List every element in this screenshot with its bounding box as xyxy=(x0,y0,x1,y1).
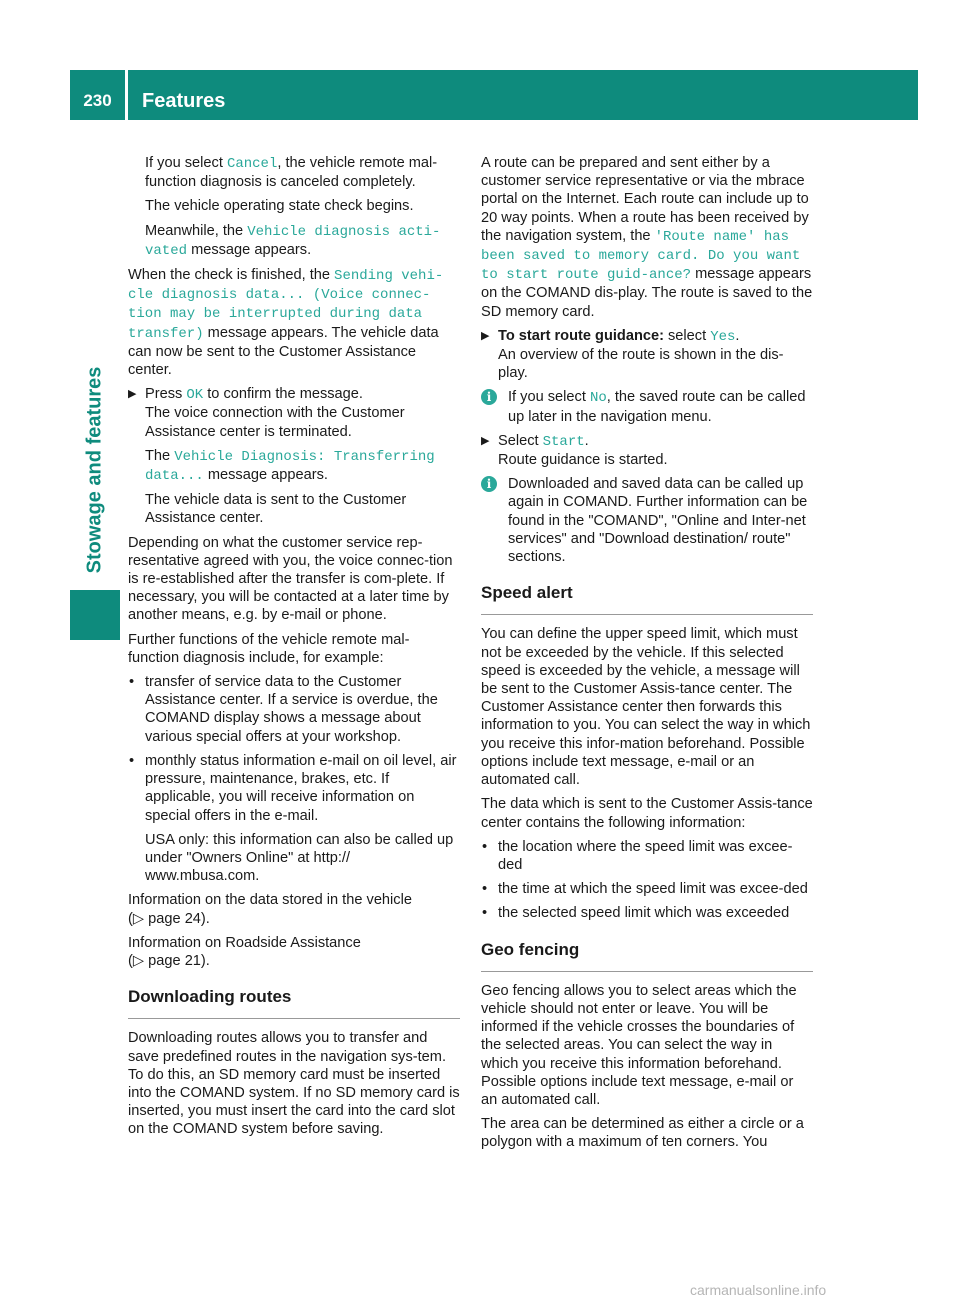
section-tab-marker xyxy=(70,590,120,640)
right-column xyxy=(481,154,813,1158)
bullet-icon: • xyxy=(482,881,488,898)
paragraph: You can define the upper speed limit, which must not be exceeded by the vehicle. If this selected speed is exceeded by the vehicle, a message will be sent to the Customer Assis-tance center. The Customer Assistance center then forwards this information to you. You can select the way in which you receive this infor-mation beforehand. Possible options include text message, e-mail or an automated call. xyxy=(481,626,811,789)
page-ref-arrow-icon: ▷ xyxy=(132,952,145,969)
paragraph: USA only: this information can also be called up under "Owners Online" at http:// www.mbusa.com. xyxy=(145,831,454,885)
list-item: • transfer of service data to the Customer Assistance center. If a service is overdue, the COMAND display shows a message about various special offers at your workshop. xyxy=(129,674,438,745)
step-arrow-icon: ▶ xyxy=(128,388,137,401)
paragraph: Geo fencing allows you to select areas which the vehicle should not enter or leave. You will be informed if the vehicle crosses the boundaries of the selected areas. You can select the way in which you receive this information beforehand. Possible options include text message, e-mail or an automated call. xyxy=(481,982,797,1108)
header-divider xyxy=(125,70,128,120)
info-note: i Downloaded and saved data can be called up again in COMAND. Further information can be found in the "COMAND", "Online and Inter-net services" and "Download destination/ route" sections. xyxy=(481,475,813,566)
watermark: carmanualsonline.info xyxy=(690,1282,827,1298)
list-item: • the time at which the speed limit was excee-ded xyxy=(482,881,808,898)
list-item: • the selected speed limit which was exceeded xyxy=(482,905,790,922)
page-number: 230 xyxy=(83,91,112,110)
info-icon: i xyxy=(481,389,497,405)
step-arrow-icon: ▶ xyxy=(481,329,490,342)
display-message: Cancel xyxy=(226,156,278,172)
display-message: Vehicle diagnosis acti-vated xyxy=(145,223,441,259)
paragraph: If you select Cancel, the vehicle remote mal-function diagnosis is canceled completely. xyxy=(145,155,438,191)
page-reference: page 24). xyxy=(148,910,210,927)
display-message: No xyxy=(589,390,607,407)
page-reference: page 21). xyxy=(148,952,210,969)
paragraph: Information on the data stored in the vehicle (▷ page 24). xyxy=(128,892,412,927)
bullet-icon: • xyxy=(129,674,135,691)
display-message: Start xyxy=(542,433,585,450)
paragraph: Downloading routes allows you to transfer and save predefined routes in the navigation sys-tem. To do this, an SD memory card must be inserted into the COMAND system. If no SD memory card is inserted, you must insert the card into the card slot on the COMAND system before saving. xyxy=(128,1030,460,1138)
bullet-icon: • xyxy=(482,838,488,855)
section-heading: Speed alert xyxy=(481,584,813,615)
instruction-step: ▶ Select Start. Route guidance is started. xyxy=(481,432,668,469)
paragraph: The area can be determined as either a circle or a polygon with a maximum of ten corners. You xyxy=(481,1116,804,1151)
paragraph: Depending on what the customer service rep-resentative agreed with you, the voice connec-tion is re-established after the transfer is com-plete. If necessary, you will be contacted at a later time by another means, e.g. by e-mail or phone. xyxy=(128,534,453,624)
info-icon: i xyxy=(481,476,497,492)
step-arrow-icon: ▶ xyxy=(481,434,490,447)
left-column xyxy=(128,154,460,1145)
instruction-step: ▶ Press OK to confirm the message. The voice connection with the Customer Assistance center is terminated. xyxy=(128,386,405,440)
display-message: OK xyxy=(186,387,204,404)
paragraph: The vehicle data is sent to the Customer Assistance center. xyxy=(145,492,407,527)
paragraph: Meanwhile, the Vehicle diagnosis acti-vated message appears. xyxy=(145,222,441,259)
bullet-icon: • xyxy=(482,905,488,922)
section-heading: Downloading routes xyxy=(128,988,460,1019)
display-message: Yes xyxy=(710,328,736,345)
display-message: Sending vehi-cle diagnosis data... (Voice connec-tion may be interrupted during data transfer) xyxy=(128,268,444,342)
instruction-step: ▶ To start route guidance: select Yes. An overview of the route is shown in the dis-play. xyxy=(481,327,784,382)
section-heading: Geo fencing xyxy=(481,941,813,972)
paragraph: The Vehicle Diagnosis: Transferring data... message appears. xyxy=(145,447,435,485)
list-item: • the location where the speed limit was excee-ded xyxy=(482,838,793,873)
page-ref-arrow-icon: ▷ xyxy=(132,910,145,927)
paragraph: The vehicle operating state check begins. xyxy=(145,198,414,215)
page-title: Features xyxy=(142,90,226,112)
info-note: i If you select No, the saved route can be called up later in the navigation menu. xyxy=(481,388,813,425)
paragraph: A route can be prepared and sent either by a customer service representative or via the mbrace portal on the Internet. Each route can include up to 20 way points. When a route has been received by the navigation system, the 'Route name' has been saved to memory card. Do you want to start route guid-ance? message appears on the COMAND dis-play. The route is saved to the SD memory card. xyxy=(481,155,813,320)
section-tab-label: Stowage and features xyxy=(83,366,106,574)
display-message: Vehicle Diagnosis: Transferring data... xyxy=(145,448,435,485)
bullet-icon: • xyxy=(129,752,135,769)
paragraph: The data which is sent to the Customer Assis-tance center contains the following information: xyxy=(481,796,813,831)
paragraph: Further functions of the vehicle remote mal-function diagnosis include, for example: xyxy=(128,631,410,666)
paragraph: Information on Roadside Assistance (▷ page 21). xyxy=(128,934,361,969)
paragraph: When the check is finished, the Sending vehi-cle diagnosis data... (Voice connec-tion may be interrupted during data transfer) message appears. The vehicle data can now be sent to the Customer Assistance center. xyxy=(128,267,444,379)
display-message: 'Route name' has been saved to memory card. Do you want to start route guid-ance? xyxy=(481,228,801,284)
list-item: • monthly status information e-mail on oil level, air pressure, maintenance, brakes, etc. If applicable, you will receive information on special offers in the e-mail. xyxy=(129,752,457,824)
